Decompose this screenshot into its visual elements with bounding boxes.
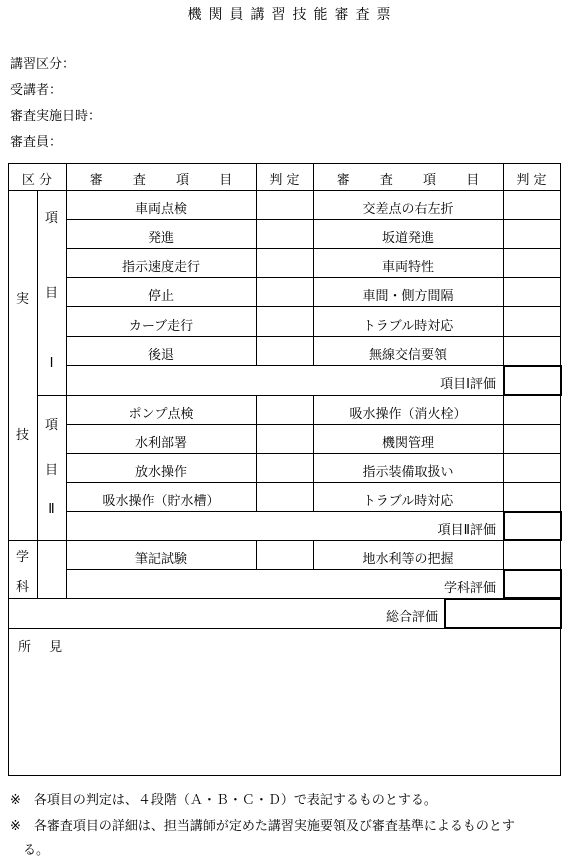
gakka-left: 筆記試験 [134,552,187,567]
item1-left-3: 停止 [147,289,174,304]
note-1: ※ 各項目の判定は、４段階（Ａ・Ｂ・Ｃ・Ｄ）で表記するものとする。 [10,793,437,808]
sub-koumoku2-a: 項 [44,418,58,433]
category-jitsugi-2: 技 [15,428,29,443]
item1-left-4: カーブ走行 [128,319,194,334]
note-3: る。 [10,843,50,858]
item1-left-5: 後退 [147,348,174,363]
item2-left-2: 放水操作 [134,465,187,480]
eval-gakka-label: 学科評価 [443,581,496,596]
item1-right-0: 交差点の右左折 [362,202,454,217]
item2-right-3: トラブル時対応 [362,494,454,509]
header-item-2: 審 査 項 目 [336,173,480,188]
page-title: 機関員講習技能審査票 [187,7,398,23]
header-judge-2: 判 定 [516,173,547,188]
item1-right-3: 車間・側方間隔 [362,289,454,304]
item2-left-1: 水利部署 [134,436,187,451]
item1-left-0: 車両点検 [134,202,187,217]
header-kubun: 区 分 [21,173,53,188]
item2-left-3: 吸水操作（貯水槽） [102,494,220,509]
eval-koumoku2-label: 項目Ⅱ評価 [437,523,496,538]
header-item-1: 審 査 項 目 [89,173,233,188]
sub-koumoku1-c: Ⅰ [49,356,54,371]
item2-left-0: ポンプ点検 [128,407,194,422]
item1-right-2: 車両特性 [381,260,434,275]
sub-koumoku2-b: 目 [44,463,58,478]
item1-left-1: 発進 [147,231,174,246]
category-jitsugi-1: 実 [15,292,29,307]
item1-right-1: 坂道発進 [381,231,434,246]
eval-total-label: 総合評価 [385,610,438,625]
sub-koumoku2-c: Ⅱ [48,502,55,517]
note-2: ※ 各審査項目の詳細は、担当講師が定めた講習実施要領及び審査基準によるものとす [10,819,515,834]
item1-right-5: 無線交信要領 [368,348,447,363]
category-gakka-1: 学 [15,550,29,565]
field-kosyu-kubun: 講習区分： [10,57,76,72]
field-jukousha: 受講者： [10,83,63,98]
category-gakka-2: 科 [15,580,29,595]
gakka-right: 地水利等の把握 [362,552,454,567]
item1-right-4: トラブル時対応 [362,319,454,334]
item1-left-2: 指示速度走行 [121,260,200,275]
sub-koumoku1-b: 目 [44,286,58,301]
field-shinsa-nichiji: 審査実施日時： [10,109,102,124]
header-judge-1: 判 定 [269,173,300,188]
item2-right-2: 指示装備取扱い [362,465,454,480]
field-shinsain: 審査員： [10,135,63,150]
item2-right-1: 機関管理 [381,436,434,451]
eval-koumoku1-label: 項目Ⅰ評価 [440,377,496,392]
remarks-label: 所 見 [18,640,63,655]
item2-right-0: 吸水操作（消火栓） [349,407,467,422]
sub-koumoku1-a: 項 [44,211,58,226]
